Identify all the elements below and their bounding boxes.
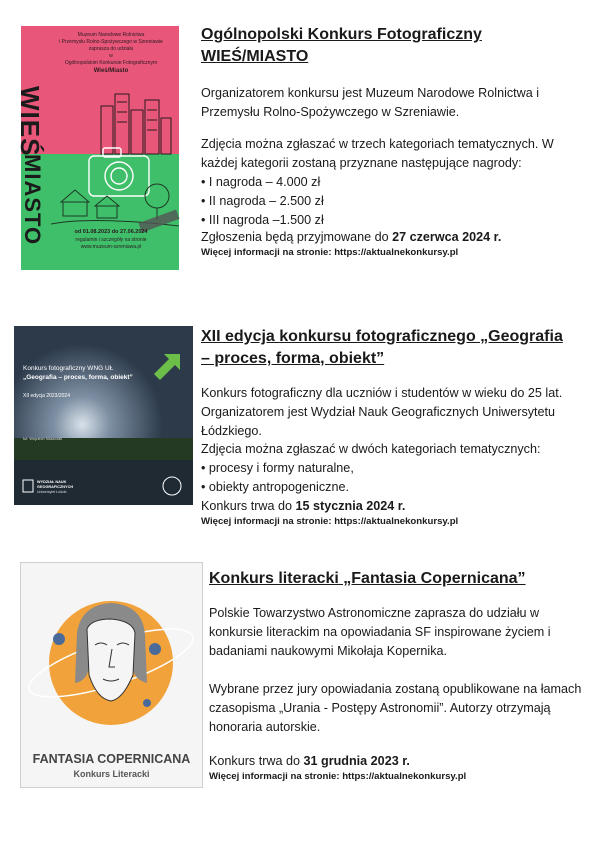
poster-site: www.muzeum-szreniawa.pl xyxy=(80,244,142,250)
item2-more-info[interactable]: Więcej informacji na stronie: https://aktualnekonkursy.pl xyxy=(201,516,459,527)
poster-credit: fot. Wojciech Naszczak xyxy=(23,437,63,441)
poster-museum-line: zaprasza do udziału xyxy=(88,46,134,52)
item1-organizer: Organizatorem konkursu jest Muzeum Narodowe Rolnictwa i Przemysłu Rolno-Spożywczego w Szreniawie. xyxy=(201,86,540,119)
deadline-prefix: Zgłoszenia będą przyjmowane do xyxy=(201,230,389,244)
city-village-camera-illustration xyxy=(51,84,179,234)
item1-categories-text: Zdjęcia można zgłaszać w trzech kategoriach tematycznych. W każdej kategorii zostaną przyznane następujące nagrody: xyxy=(201,137,554,170)
poster-head2: „Geografia – proces, forma, obiekt” xyxy=(23,374,133,381)
item3-title: Konkurs literacki „Fantasia Copernicana” xyxy=(209,570,526,587)
item3-deadline xyxy=(209,752,410,771)
prize-item: • I nagroda – 4.000 zł xyxy=(201,173,324,192)
poster-museum-line: w xyxy=(109,53,113,59)
poster-vertical-miasto: MIASTO xyxy=(20,154,45,246)
item1-title-line2: WIEŚ/MIASTO xyxy=(201,48,309,65)
poster-museum-line: i Przemysłu Rolno-Spożywczego w Szreniawie xyxy=(59,39,163,45)
item1-prize-list xyxy=(201,173,324,230)
item3-publication: Wybrane przez jury opowiadania zostaną opublikowane na łamach czasopisma „Urania - Postępy Astronomii”. Autorzy otrzymają honoraria autorskie. xyxy=(209,682,582,734)
storm-sky-photo xyxy=(14,326,193,505)
fantasia-copernicana-poster xyxy=(20,562,203,788)
prize-item: • III nagroda –1.500 zł xyxy=(201,211,324,230)
item1-deadline xyxy=(201,228,501,247)
item3-more-info[interactable]: Więcej informacji na stronie: https://aktualnekonkursy.pl xyxy=(209,771,467,782)
category-item: • procesy i formy naturalne, xyxy=(201,459,354,478)
deadline-prefix: Konkurs trwa do xyxy=(201,499,292,513)
poster-sub: Konkurs Literacki xyxy=(73,769,150,779)
poster-edition: XII edycja 2023/2024 xyxy=(23,393,70,399)
deadline-date: 27 czerwca 2024 r. xyxy=(392,230,502,244)
poster-name: FANTASIA COPERNICANA xyxy=(32,752,191,766)
item2-title-line2: – proces, forma, obiekt” xyxy=(201,350,385,367)
item2-categories-text: Zdjęcia można zgłaszać w dwóch kategoriach tematycznych: xyxy=(201,442,541,456)
poster-faculty1: WYDZIAŁ NAUK xyxy=(37,480,67,484)
poster-vertical-wies: WIEŚ xyxy=(15,86,45,157)
item1-title-line1: Ogólnopolski Konkurs Fotograficzny xyxy=(201,26,482,43)
poster-faculty2: GEOGRAFICZNYCH xyxy=(37,485,74,489)
item2-category-list xyxy=(201,459,354,497)
prize-item: • II nagroda – 2.500 zł xyxy=(201,192,324,211)
deadline-date: 31 grudnia 2023 r. xyxy=(303,754,410,768)
category-item: • obiekty antropogeniczne. xyxy=(201,478,354,497)
item1-more-info[interactable]: Więcej informacji na stronie: https://aktualnekonkursy.pl xyxy=(201,247,459,258)
item2-deadline xyxy=(201,497,405,516)
deadline-date: 15 stycznia 2024 r. xyxy=(295,499,406,513)
poster-museum-line: Muzeum Narodowe Rolnictwa xyxy=(77,32,145,38)
poster-rules: regulamin i szczegóły na stronie xyxy=(75,237,147,243)
geografia-poster xyxy=(14,326,193,505)
poster-dates: od 01.08.2023 do 27.06.2024 xyxy=(74,229,148,235)
poster-title: Wieś/Miasto xyxy=(93,68,129,74)
item3-description: Polskie Towarzystwo Astronomiczne zaprasza do udziału w konkursie literackim na opowiadania SF inspirowane życiem i badaniami naukowymi Mikołaja Kopernika. xyxy=(209,606,551,658)
deadline-prefix: Konkurs trwa do xyxy=(209,754,300,768)
poster-head1: Konkurs fotograficzny WNG UŁ xyxy=(23,365,114,372)
wies-miasto-poster xyxy=(15,26,179,270)
item2-description: Konkurs fotograficzny dla uczniów i studentów w wieku do 25 lat. Organizatorem jest Wydział Nauk Geograficznych Uniwersytetu Łódzkiego. xyxy=(201,386,563,438)
poster-museum-line: Ogólnopolskim Konkursie Fotograficznym xyxy=(64,60,158,66)
poster-faculty3: Uniwersytet Łódzki xyxy=(37,490,67,494)
item2-title-line1: XII edycja konkursu fotograficznego „Geografia xyxy=(201,328,563,345)
